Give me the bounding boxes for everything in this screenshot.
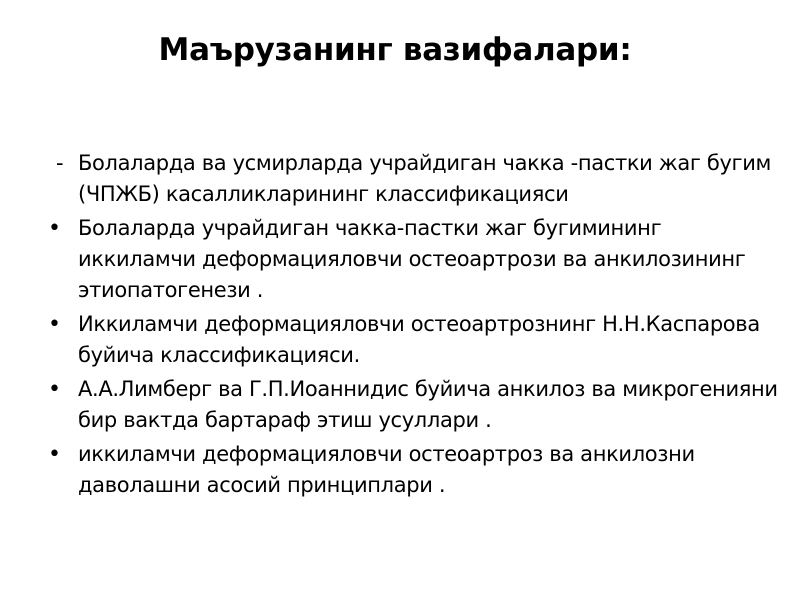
- list-item-text: Болаларда ва усмирларда учрайдиган чакка -пастки жаг бугим (ЧПЖБ) касалликларининг классификацияси: [78, 151, 772, 206]
- bullet-icon: •: [48, 442, 61, 467]
- bullet-icon: •: [48, 216, 61, 241]
- list-item-text: иккиламчи деформацияловчи остеоартроз ва анкилозни даволашни асосий принциплари .: [78, 442, 695, 497]
- list-item-text: А.А.Лимберг ва Г.П.Иоаннидис буйича анкилоз ва микрогенияни бир вактда бартараф этиш усуллари .: [78, 377, 778, 432]
- list-item: [48, 374, 778, 436]
- dash-marker: -: [56, 151, 64, 175]
- list-item-text: Болаларда учрайдиган чакка-пастки жаг бугимининг иккиламчи деформацияловчи остеоартрози ва анкилозининг этиопатогенези .: [78, 216, 746, 302]
- list-item-dash: [48, 148, 778, 210]
- list-item-text: Иккиламчи деформацияловчи остеоартрознинг Н.Н.Каспарова буйича классификацияси.: [78, 312, 760, 367]
- bullet-icon: •: [48, 312, 61, 337]
- list-item: [48, 213, 778, 306]
- list-item: [48, 309, 778, 371]
- slide-body: [48, 148, 778, 504]
- bullet-icon: •: [48, 377, 61, 402]
- list-item: [48, 439, 778, 501]
- slide-title: Маърузанинг вазифалари:: [158, 32, 632, 68]
